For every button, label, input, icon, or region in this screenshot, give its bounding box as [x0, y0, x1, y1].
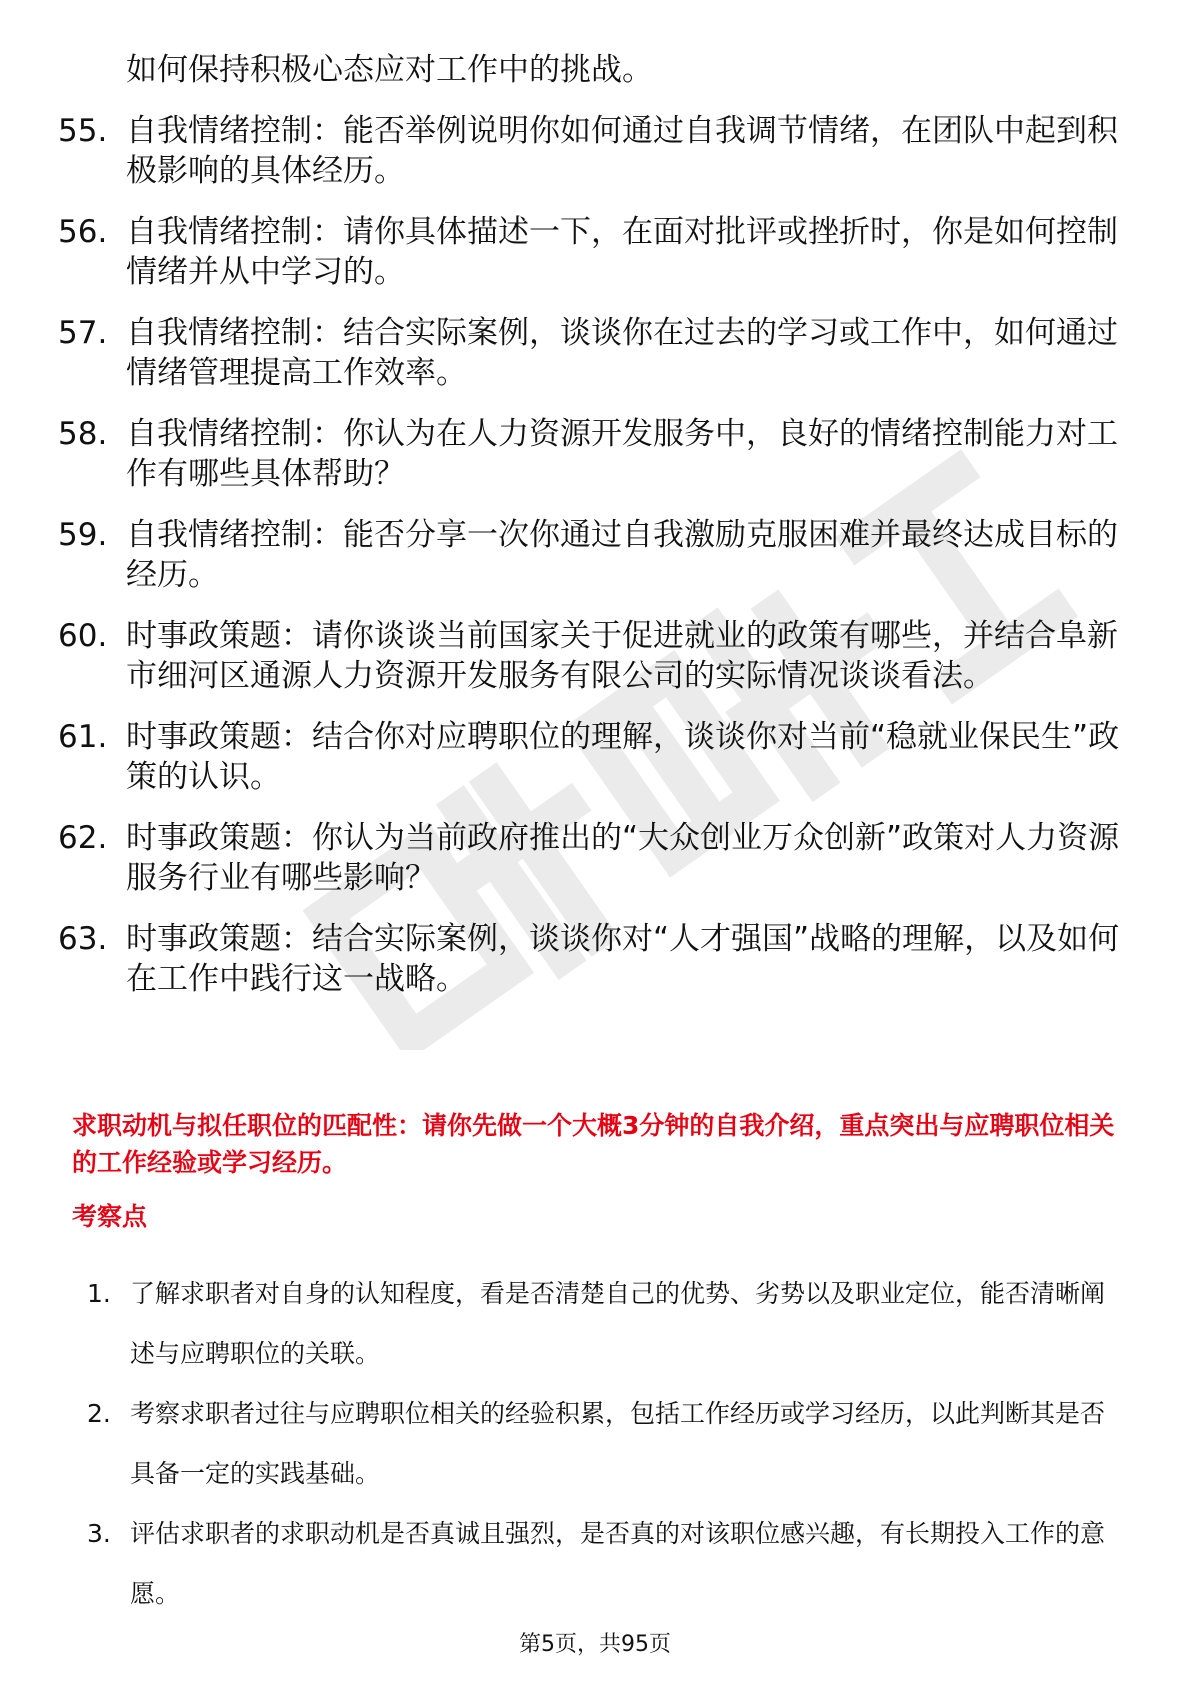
- assessment-point: [87, 1384, 1127, 1504]
- question-number: 57.: [58, 315, 108, 351]
- question-number: 63.: [58, 921, 108, 957]
- assessment-point: [87, 1264, 1127, 1384]
- question-number: 59.: [58, 517, 108, 553]
- point-number: 1.: [87, 1279, 111, 1308]
- point-number: 2.: [87, 1399, 111, 1428]
- question-text: 时事政策题：结合你对应聘职位的理解，谈谈你对当前“稳就业保民生”政策的认识。: [126, 719, 1120, 795]
- question-text: 自我情绪控制：结合实际案例，谈谈你在过去的学习或工作中，如何通过情绪管理提高工作效率。: [126, 315, 1118, 391]
- question-number: 60.: [58, 618, 108, 654]
- question-list: [58, 50, 1138, 1020]
- question-text: 自我情绪控制：请你具体描述一下，在面对批评或挫折时，你是如何控制情绪并从中学习的。: [126, 214, 1118, 290]
- point-number: 3.: [87, 1519, 111, 1548]
- page-footer: 第5页，共95页: [519, 1632, 671, 1657]
- question-number: 58.: [58, 416, 108, 452]
- question-text: 时事政策题：结合实际案例，谈谈你对“人才强国”战略的理解，以及如何在工作中践行这一战略。: [126, 921, 1120, 997]
- question-item: [58, 212, 1138, 292]
- question-text: 如何保持积极心态应对工作中的挑战。: [126, 52, 653, 88]
- question-text: 时事政策题：你认为当前政府推出的“大众创业万众创新”政策对人力资源服务行业有哪些影响？: [126, 820, 1120, 896]
- question-text: 自我情绪控制：你认为在人力资源开发服务中，良好的情绪控制能力对工作有哪些具体帮助？: [126, 416, 1118, 492]
- section-label: 考察点: [72, 1202, 148, 1231]
- assessment-point-list: [87, 1264, 1127, 1624]
- question-item: [58, 111, 1138, 191]
- question-item: [58, 50, 1138, 90]
- question-text: 自我情绪控制：能否分享一次你通过自我激励克服困难并最终达成目标的经历。: [126, 517, 1118, 593]
- question-text: 自我情绪控制：能否举例说明你如何通过自我调节情绪，在团队中起到积极影响的具体经历。: [126, 113, 1118, 189]
- question-item: [58, 717, 1138, 797]
- question-item: [58, 515, 1138, 595]
- question-text: 时事政策题：请你谈谈当前国家关于促进就业的政策有哪些，并结合阜新市细河区通源人力资源开发服务有限公司的实际情况谈谈看法。: [126, 618, 1118, 694]
- question-item: [58, 414, 1138, 494]
- point-text: 了解求职者对自身的认知程度，看是否清楚自己的优势、劣势以及职业定位，能否清晰阐述与应聘职位的关联。: [130, 1279, 1106, 1368]
- question-number: 62.: [58, 820, 108, 856]
- question-item: [58, 919, 1138, 999]
- assessment-point: [87, 1504, 1127, 1624]
- highlight-question: 求职动机与拟任职位的匹配性：请你先做一个大概3分钟的自我介绍，重点突出与应聘职位相关的工作经验或学习经历。: [72, 1111, 1115, 1177]
- point-text: 考察求职者过往与应聘职位相关的经验积累，包括工作经历或学习经历，以此判断其是否具备一定的实践基础。: [130, 1399, 1106, 1488]
- question-number: 61.: [58, 719, 108, 755]
- question-item: [58, 313, 1138, 393]
- question-item: [58, 616, 1138, 696]
- question-number: 56.: [58, 214, 108, 250]
- point-text: 评估求职者的求职动机是否真诚且强烈，是否真的对该职位感兴趣，有长期投入工作的意愿。: [130, 1519, 1106, 1608]
- question-item: [58, 818, 1138, 898]
- question-number: 55.: [58, 113, 108, 149]
